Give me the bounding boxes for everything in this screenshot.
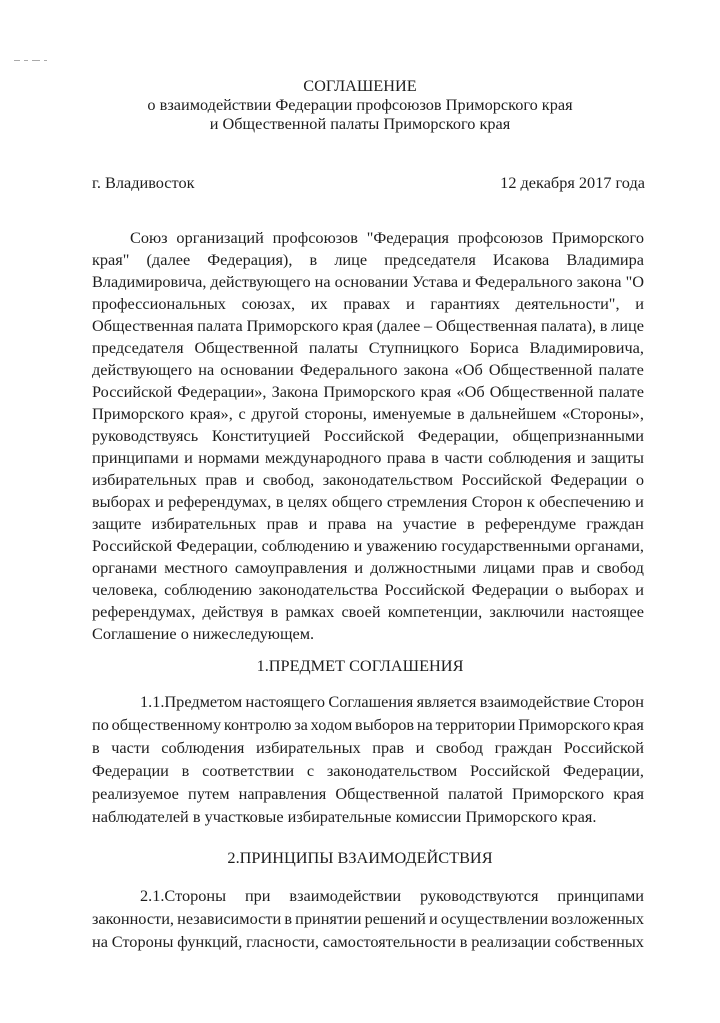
word: Российской (384, 580, 465, 599)
word: Владимировича, (92, 272, 207, 291)
word: основании (220, 360, 294, 379)
word: Общественной (335, 784, 439, 803)
word: о (555, 580, 564, 599)
word: в (309, 250, 318, 269)
word: – (424, 316, 433, 335)
word: на (416, 715, 433, 734)
word: с (306, 761, 315, 780)
word: избирательных (151, 514, 257, 533)
word: в (275, 492, 284, 511)
word: «Об (456, 382, 485, 401)
word: (далее (376, 316, 421, 335)
word: "Федерация (366, 228, 450, 247)
document-title: СОГЛАШЕНИЕ (303, 76, 417, 95)
word: законодательством (326, 761, 458, 780)
word: защиты (590, 448, 644, 467)
word: самоуправления (234, 558, 348, 577)
word: Общественная (435, 316, 538, 335)
word: Российской (92, 536, 173, 555)
word: права (327, 514, 367, 533)
word: свобод (435, 738, 484, 757)
section-2-heading: 2.ПРИНЦИПЫ ВЗАИМОДЕЙСТВИЯ (227, 848, 493, 867)
preamble-line (92, 227, 644, 249)
word: принятии (295, 909, 362, 928)
word: возложенных (551, 909, 644, 928)
word: Федерация), (207, 250, 293, 269)
word: соблюдения (161, 738, 245, 757)
word: Российской (563, 738, 644, 757)
agreement-date: 12 декабря 2017 года (500, 173, 645, 192)
word: Федерации (471, 580, 549, 599)
word: стороны, (304, 404, 367, 423)
word: в (284, 909, 292, 928)
section-1-line (92, 714, 644, 736)
word: палатой (448, 784, 503, 803)
word: Приморского (92, 404, 185, 423)
word: принципами (557, 886, 644, 905)
word: уважению (366, 536, 438, 555)
word: правах (343, 294, 391, 313)
word: Общественной (488, 360, 593, 379)
word: профессиональных (92, 294, 226, 313)
word: Устава (412, 272, 459, 291)
word: Закона (271, 382, 319, 401)
word: 2.1.Стороны (140, 886, 227, 905)
word: выборах (92, 492, 151, 511)
word: Федерации, (417, 426, 499, 445)
document-subtitle-line-1: о взаимодействии Федерации профсоюзов Приморского края (147, 95, 573, 114)
word: решений (364, 909, 426, 928)
word: местного (164, 558, 228, 577)
word: Федерации, (562, 761, 644, 780)
word: прав (266, 514, 299, 533)
word: путем (188, 784, 230, 803)
word: общественному (111, 715, 222, 734)
word: граждан (494, 738, 553, 757)
word: и (245, 470, 255, 489)
word: другой (251, 404, 299, 423)
word: законности, (92, 909, 174, 928)
word: территории (435, 715, 516, 734)
word: стремления (386, 492, 468, 511)
preamble-line (92, 381, 644, 403)
word: палата (197, 316, 243, 335)
preamble-line (92, 337, 644, 359)
word: с (238, 404, 246, 423)
word: в (456, 404, 465, 423)
word: о (635, 470, 644, 489)
city: г. Владивосток (92, 173, 195, 192)
word: действующего (92, 360, 193, 379)
word: закона (403, 360, 449, 379)
word: "О (625, 272, 644, 291)
word: участие (402, 514, 457, 533)
word: Стороны (111, 932, 174, 951)
word: контролю (223, 715, 292, 734)
preamble-line (92, 491, 644, 513)
preamble-line (92, 249, 644, 271)
word: выборов (355, 715, 415, 734)
word: направления (238, 784, 327, 803)
word: председателя (92, 338, 184, 357)
word: компетенции, (387, 602, 483, 621)
word: палата), (541, 316, 597, 335)
word: палате (598, 360, 644, 379)
section-1-line (92, 760, 644, 782)
word: и (635, 294, 644, 313)
word: деятельности", (515, 294, 620, 313)
word: ходом (310, 715, 353, 734)
word: гласности, (246, 932, 319, 951)
preamble-line (92, 513, 644, 535)
word: настоящего (245, 692, 326, 711)
word: выборах (569, 580, 629, 599)
word: руководствуются (420, 886, 539, 905)
word: взаимодействие (479, 692, 590, 711)
word: реализации (471, 932, 551, 951)
word: соблюдения (488, 448, 572, 467)
preamble-line (92, 271, 644, 293)
word: и (184, 448, 193, 467)
word: «Стороны», (561, 404, 644, 423)
preamble-line (92, 403, 644, 425)
scan-artifact (14, 60, 56, 64)
word: Федерального (299, 360, 398, 379)
word: самостоятельности (322, 932, 456, 951)
preamble-line (92, 447, 644, 469)
word: союзах, (241, 294, 296, 313)
word: при (244, 886, 271, 905)
preamble-line (92, 293, 644, 315)
word: защите (92, 514, 142, 533)
word: в (599, 316, 608, 335)
word: прав (205, 470, 238, 489)
word: по (92, 715, 109, 734)
word: независимости (177, 909, 282, 928)
word: и (635, 492, 644, 511)
word: органами (92, 558, 158, 577)
word: Бориса (469, 338, 519, 357)
word: гарантиях (430, 294, 500, 313)
word: граждан (586, 514, 644, 533)
word: к (526, 492, 535, 511)
word: Сторон (593, 692, 644, 711)
word: председателя (384, 250, 476, 269)
word: Российской (92, 382, 173, 401)
word: действующего (210, 272, 311, 291)
preamble-line (92, 601, 644, 623)
word: законодательством (322, 470, 454, 489)
word: рамках (285, 602, 335, 621)
word: Сторон (471, 492, 523, 511)
word: в (92, 738, 100, 757)
word: «Об (454, 360, 483, 379)
word: Общественная (92, 316, 194, 335)
word: своей (341, 602, 381, 621)
word: международного (264, 448, 382, 467)
word: прав (372, 738, 405, 757)
word: реализуемое (92, 784, 179, 803)
word: должностными (370, 558, 477, 577)
word: Соглашения (328, 692, 414, 711)
word: палаты (308, 338, 358, 357)
word: человека, (92, 580, 158, 599)
word: нормами (198, 448, 260, 467)
word: (далее (146, 250, 191, 269)
word: Конституцией (211, 426, 311, 445)
section-1-line (92, 783, 644, 805)
word: в (466, 514, 475, 533)
word: их (310, 294, 328, 313)
word: взаимодействии (289, 886, 402, 905)
word: Российской (469, 761, 551, 780)
preamble-line: Соглашение о нижеследующем. (92, 624, 315, 643)
word: Общественной (194, 338, 299, 357)
section-1-line: наблюдателей в участковые избирательные комиссии Приморского края. (92, 807, 597, 826)
word: и (354, 558, 364, 577)
preamble-line (92, 425, 644, 447)
word: заключили (489, 602, 565, 621)
preamble-line (92, 315, 644, 337)
word: края (613, 784, 644, 803)
word: края (420, 382, 452, 401)
word: на (376, 514, 393, 533)
word: Владимира (566, 250, 644, 269)
word: избирательных (255, 738, 361, 757)
word: осуществлении (440, 909, 549, 928)
word: края (342, 316, 373, 335)
word: целях (287, 492, 328, 511)
section-2-line (92, 908, 644, 930)
word: лице (334, 250, 368, 269)
preamble-line (92, 579, 644, 601)
preamble-line (92, 557, 644, 579)
word: референдумах, (168, 492, 272, 511)
word: профсоюзов (457, 228, 544, 247)
word: части (111, 738, 150, 757)
word: собственных (554, 932, 644, 951)
document-subtitle-line-2: и Общественной палаты Приморского края (209, 114, 511, 133)
word: закона (576, 272, 622, 291)
word: именуемые (372, 404, 452, 423)
word: функций, (177, 932, 243, 951)
word: органами, (574, 536, 644, 555)
preamble-line (92, 359, 644, 381)
word: свобод, (262, 470, 315, 489)
word: соблюдению (261, 536, 350, 555)
word: в (270, 602, 279, 621)
word: в (459, 932, 468, 951)
word: Российской (461, 470, 542, 489)
word: части (444, 448, 483, 467)
section-1-heading: 1.ПРЕДМЕТ СОГЛАШЕНИЯ (256, 656, 464, 675)
word: соблюдению (164, 580, 252, 599)
word: Приморского (518, 715, 611, 734)
word: Исакова (492, 250, 550, 269)
word: является (416, 692, 477, 711)
word: в (431, 448, 439, 467)
word: Приморского (512, 784, 605, 803)
word: общего (331, 492, 383, 511)
word: руководствуясь (92, 426, 199, 445)
word: соответствии (202, 761, 295, 780)
word: профсоюзов (272, 228, 358, 247)
word: Федерации (550, 470, 628, 489)
word: прав (542, 558, 574, 577)
section-2-line (92, 885, 644, 907)
word: и (353, 536, 363, 555)
word: Федерации, (176, 536, 258, 555)
word: государственными (441, 536, 571, 555)
word: избирательных (92, 470, 197, 489)
word: и (154, 492, 164, 511)
word: Федерального (474, 272, 573, 291)
word: Российской (323, 426, 405, 445)
word: референдумах, (92, 602, 196, 621)
word: в (181, 761, 190, 780)
section-2-line (92, 931, 644, 953)
word: основании (334, 272, 409, 291)
word: Федерации», (177, 382, 267, 401)
word: 1.1.Предметом (140, 692, 243, 711)
word: и (429, 909, 438, 928)
word: и (415, 738, 425, 757)
word: общепризнанными (512, 426, 644, 445)
word: края (613, 715, 644, 734)
word: свобод (596, 558, 644, 577)
word: лице (611, 316, 644, 335)
word: на (314, 272, 331, 291)
word: и (635, 580, 644, 599)
word: законодательства (258, 580, 378, 599)
word: Владимировича, (529, 338, 644, 357)
word: лицами (483, 558, 535, 577)
word: Приморского (551, 228, 644, 247)
section-1-line (92, 691, 644, 713)
word: Ступницкого (368, 338, 459, 357)
section-1-line (92, 737, 644, 759)
word: обеспечению (539, 492, 631, 511)
word: права (386, 448, 426, 467)
word: Приморского (323, 382, 416, 401)
word: организаций (176, 228, 264, 247)
word: Общественной (489, 382, 594, 401)
word: за (294, 715, 308, 734)
word: и (308, 514, 318, 533)
word: и (405, 294, 415, 313)
word: Союз (130, 228, 168, 247)
word: дальнейшем (470, 404, 557, 423)
word: на (198, 360, 215, 379)
word: и (576, 448, 586, 467)
word: настоящее (571, 602, 644, 621)
word: принципами (92, 448, 179, 467)
word: края», (189, 404, 233, 423)
preamble-line (92, 469, 644, 491)
word: действуя (202, 602, 264, 621)
preamble-line (92, 535, 644, 557)
word: и (580, 558, 590, 577)
word: Приморского (246, 316, 339, 335)
word: на (92, 932, 108, 951)
word: края" (92, 250, 130, 269)
word: референдуме (484, 514, 577, 533)
word: и (462, 272, 471, 291)
word: палате (598, 382, 644, 401)
word: Федерации (92, 761, 169, 780)
document-header (0, 76, 720, 133)
